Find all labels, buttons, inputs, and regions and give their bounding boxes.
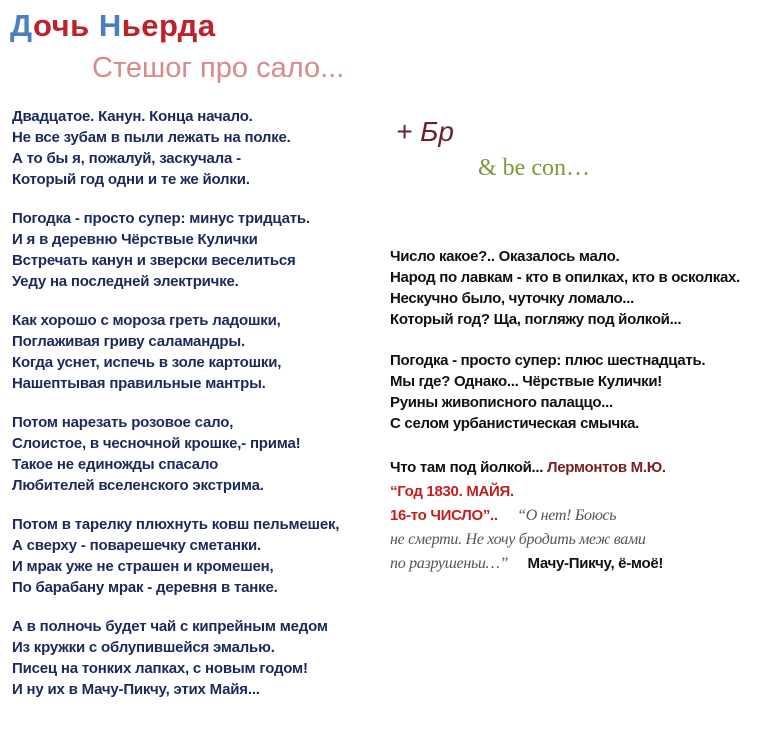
note-number-line: 16-то ЧИСЛО”.. <box>390 507 498 524</box>
note-outro: Мачу-Пикчу, ё-моё! <box>527 555 664 572</box>
poem-stanza <box>12 208 382 292</box>
poem-stanza <box>12 106 382 190</box>
be-con-label: & be con… <box>478 155 590 181</box>
poem-line: Любителей вселенского экстрима. <box>12 477 264 494</box>
poem-line: И мрак уже не страшен и кромешен, <box>12 558 274 575</box>
poem-stanza <box>12 412 382 496</box>
poem-line: Уеду на последней электричке. <box>12 273 239 290</box>
reply-line: Число какое?.. Оказалось мало. <box>390 248 620 265</box>
reply-line: Мы где? Однако... Чёрствые Кулички! <box>390 373 662 390</box>
plus-br-label: + Бр <box>396 116 454 147</box>
note-quote-3: по разрушеньи…” <box>390 555 509 572</box>
reply-stanza <box>390 350 755 434</box>
poem-line: Писец на тонких лапках, с новым годом! <box>12 660 308 677</box>
poem-line: Потом нарезать розовое сало, <box>12 414 234 431</box>
poem-stanza <box>12 616 382 700</box>
poem-line: Нашептывая правильные мантры. <box>12 375 266 392</box>
reply-line: Нескучно было, чуточку ломало... <box>390 290 635 307</box>
poem-stanza <box>12 514 382 598</box>
poem-line: И я в деревню Чёрствые Кулички <box>12 231 258 248</box>
reply-line: Народ по лавкам - кто в опилках, кто в осколках. <box>390 269 740 286</box>
title-part-1: очь <box>32 8 99 43</box>
reply-line: С селом урбанистическая смычка. <box>390 415 639 432</box>
poem-line: Не все зубам в пыли лежать на полке. <box>12 129 291 146</box>
reply-stanza <box>390 246 755 330</box>
poem-line: Потом в тарелку плюхнуть ковш пельмешек, <box>12 516 340 533</box>
poem-stanza <box>12 310 382 394</box>
note-quote-2: не смерти. Не хочу бродить меж вами <box>390 531 646 548</box>
poem-line: Погодка - просто супер: минус тридцать. <box>12 210 310 227</box>
title-part-2: ьерда <box>121 8 216 43</box>
poem-line: Поглаживая гриву саламандры. <box>12 333 245 350</box>
reply-line: Который год? Ща, погляжу под йолкой... <box>390 311 682 328</box>
poem-line: А то бы я, пожалуй, заскучала - <box>12 150 241 167</box>
poem-line: А сверху - поварешечку сметанки. <box>12 537 261 554</box>
note-line-1 <box>390 456 755 480</box>
reply-line: Руины живописного палаццо... <box>390 394 613 411</box>
poem-line: А в полночь будет чай с кипрейным медом <box>12 618 328 635</box>
title-second-letter: Н <box>98 8 122 43</box>
poem-line: Двадцатое. Канун. Конца начало. <box>12 108 253 125</box>
page-title <box>10 8 216 44</box>
note-author: Лермонтов М.Ю. <box>547 459 666 476</box>
reply-line: Погодка - просто супер: плюс шестнадцать. <box>390 352 706 369</box>
note-intro: Что там под йолкой... <box>390 459 547 476</box>
poem-right <box>390 246 755 454</box>
poem-line: Когда уснет, испечь в золе картошки, <box>12 354 282 371</box>
poem-line: Такое не единожды спасало <box>12 456 219 473</box>
poem-line: Как хорошо с мороза греть ладошки, <box>12 312 281 329</box>
title-first-letter: Д <box>10 8 33 43</box>
poem-line: Встречать канун и зверски веселиться <box>12 252 296 269</box>
poem-left <box>12 106 382 718</box>
note-line-5 <box>390 552 755 576</box>
poem-line: И ну их в Мачу-Пикчу, этих Майя... <box>12 681 260 698</box>
page-subtitle: Стешог про сало... <box>92 52 345 84</box>
poem-line: Слоистое, в чесночной крошке,- прима! <box>12 435 301 452</box>
note-line-3 <box>390 504 755 528</box>
poem-line: Который год одни и те же йолки. <box>12 171 250 188</box>
note-quote-1: “О нет! Боюсь <box>517 507 617 524</box>
poem-line: Из кружки с облупившейся эмалью. <box>12 639 275 656</box>
lermontov-note <box>390 456 755 576</box>
poem-line: По барабану мрак - деревня в танке. <box>12 579 278 596</box>
note-date-line: “Год 1830. МАЙЯ. <box>390 483 514 500</box>
note-line-4 <box>390 528 755 552</box>
